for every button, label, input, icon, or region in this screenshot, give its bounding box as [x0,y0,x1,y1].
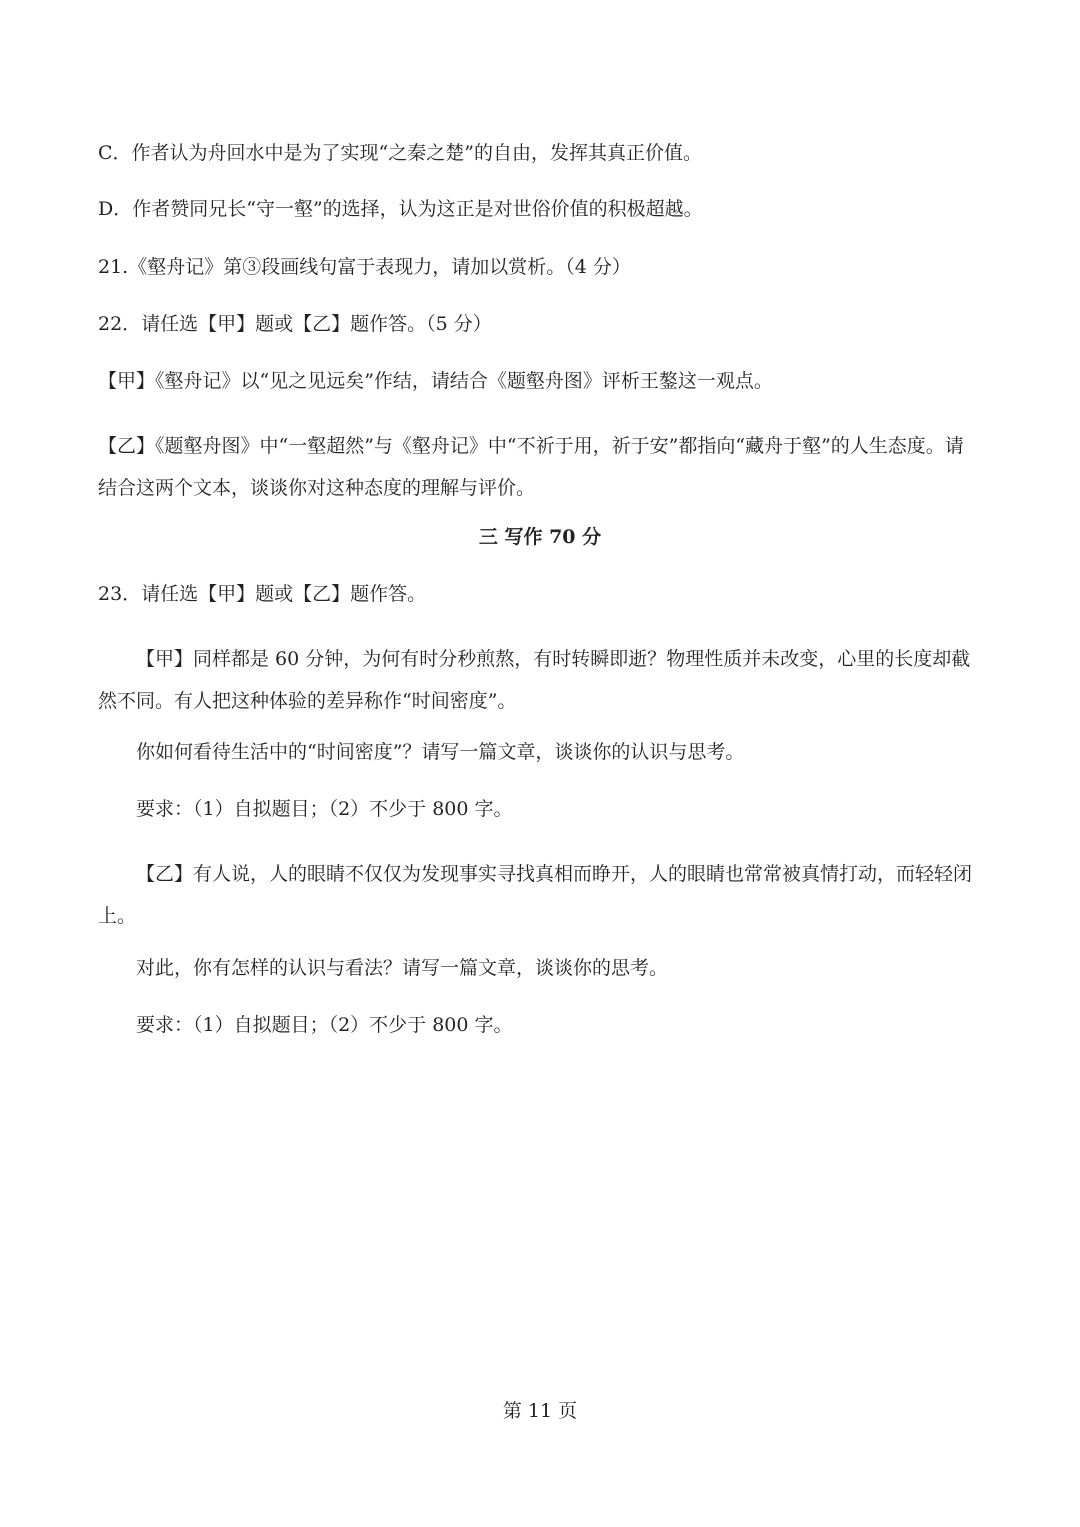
page-number: 第 11 页 [502,1400,578,1422]
question-22-yi: 【乙】《题壑舟图》中“一壑超然”与《壑舟记》中“不祈于用，祈于安”都指向“藏舟于壑”的人生态度。请结合这两个文本，谈谈你对这种态度的理解与评价。 [98,435,964,499]
question-23-jia: 【甲】同样都是 60 分钟，为何有时分秒煎熬，有时转瞬即逝？物理性质并未改变，心里的长度却截然不同。有人把这种体验的差异称作“时间密度”。 [98,648,971,712]
question-22-jia: 【甲】《壑舟记》以“见之见远矣”作结，请结合《题壑舟图》评析王鏊这一观点。 [98,370,773,392]
question-23-jia-requirement: 要求：（1）自拟题目；（2）不少于 800 字。 [136,798,513,820]
question-23-jia-prompt: 你如何看待生活中的“时间密度”？请写一篇文章，谈谈你的认识与思考。 [136,741,745,763]
question-23-yi-prompt: 对此，你有怎样的认识与看法？请写一篇文章，谈谈你的思考。 [136,957,669,979]
question-22: 22．请任选【甲】题或【乙】题作答。（5 分） [98,313,492,335]
question-23: 23．请任选【甲】题或【乙】题作答。 [98,583,427,605]
question-23-yi-requirement: 要求：（1）自拟题目；（2）不少于 800 字。 [136,1014,513,1036]
section-title: 三 写作 70 分 [478,526,602,548]
question-23-yi: 【乙】有人说，人的眼睛不仅仅为发现事实寻找真相而睁开，人的眼睛也常常被真情打动，而轻轻闭上。 [98,863,973,927]
option-c: C．作者认为舟回水中是为了实现“之秦之楚”的自由，发挥其真正价值。 [98,142,702,164]
option-d: D．作者赞同兄长“守一壑”的选择，认为这正是对世俗价值的积极超越。 [98,198,703,220]
question-21: 21.《壑舟记》第③段画线句富于表现力，请加以赏析。（4 分） [98,256,631,278]
